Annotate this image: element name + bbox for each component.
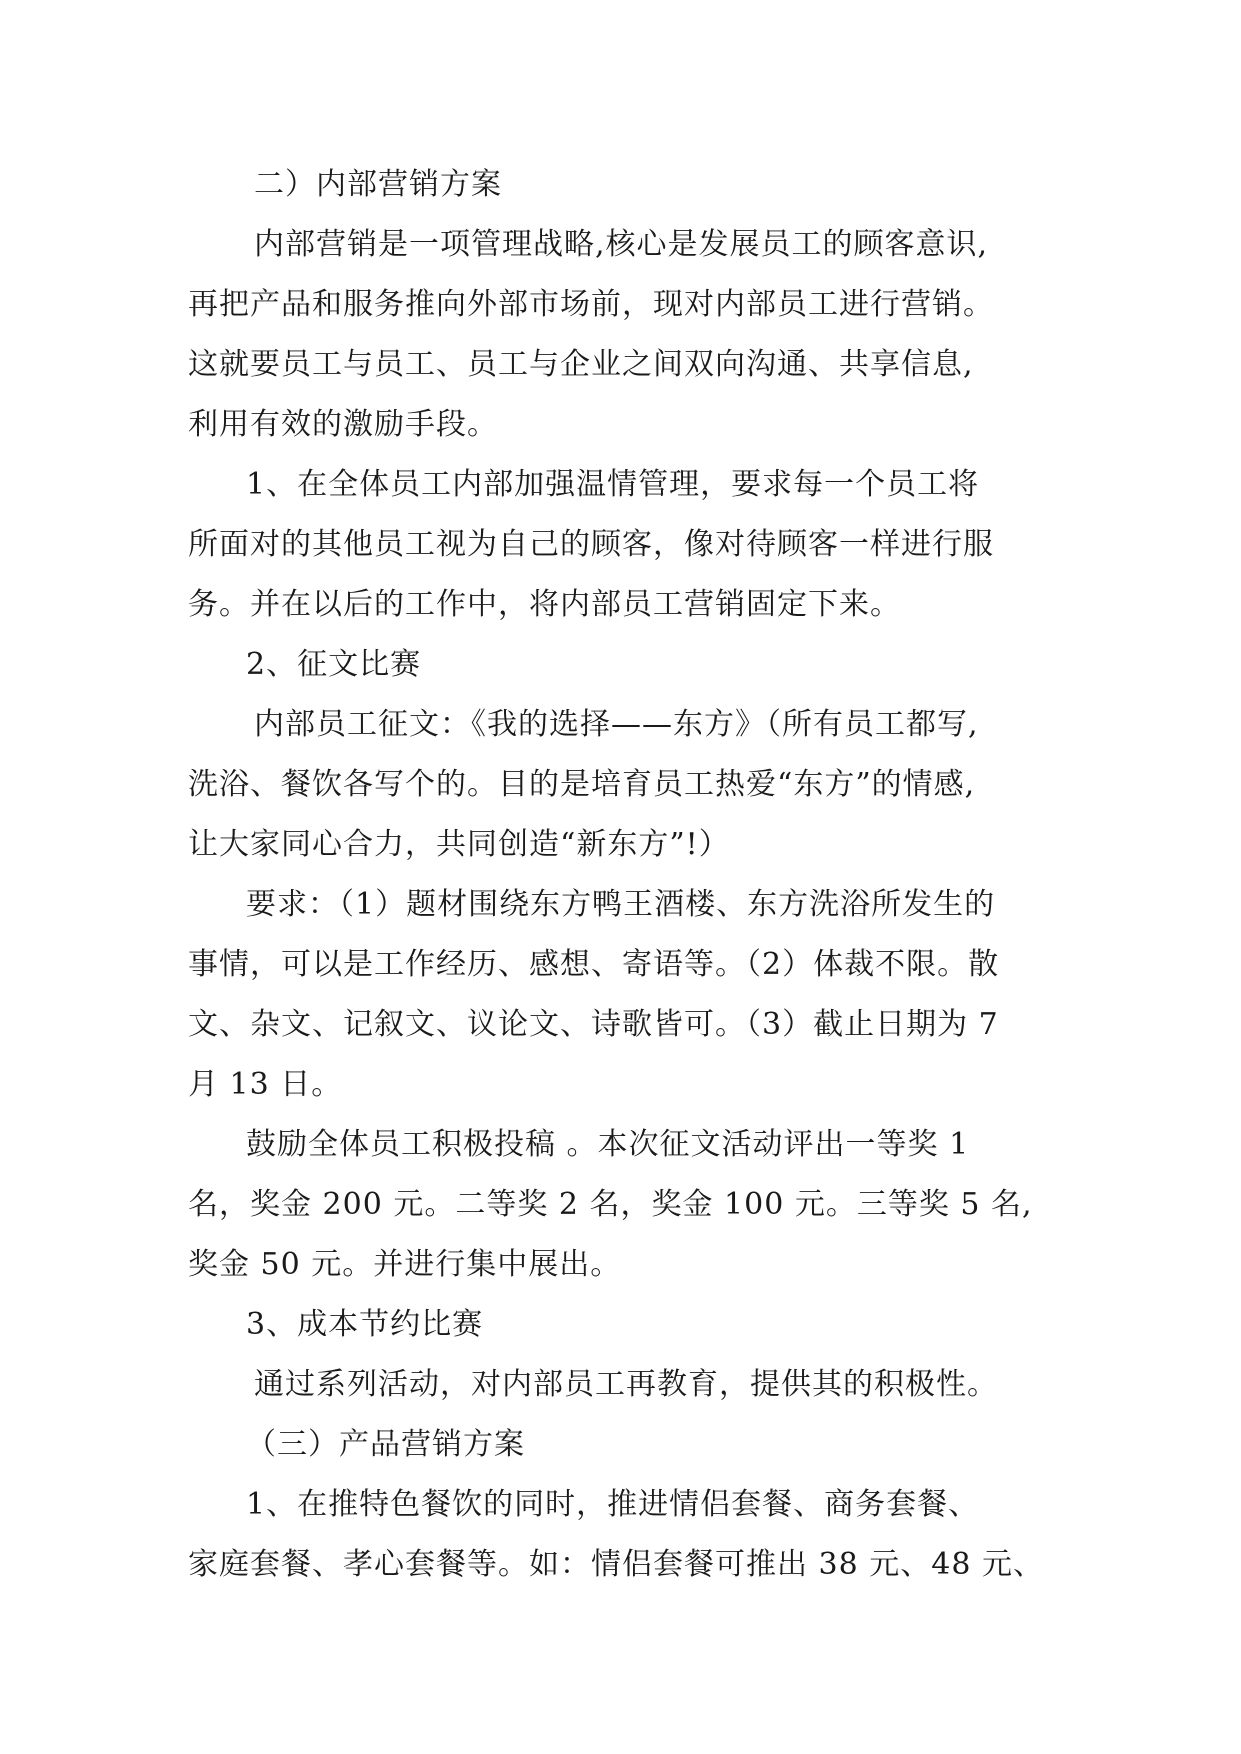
paragraph-line: 文、杂文、记叙文、议论文、诗歌皆可。（3）截止日期为 7 <box>188 1007 999 1042</box>
list-item-1-line: 1、在全体员工内部加强温情管理，要求每一个员工将 <box>246 467 980 502</box>
paragraph-line: 名，奖金 200 元。二等奖 2 名，奖金 100 元。三等奖 5 名, <box>188 1187 1033 1222</box>
section-heading-internal-marketing: 二）内部营销方案 <box>254 167 502 202</box>
paragraph-line: 奖金 50 元。并进行集中展出。 <box>188 1247 622 1282</box>
paragraph-line: 洗浴、餐饮各写个的。目的是培育员工热爱“东方”的情感, <box>188 767 976 802</box>
paragraph-line: 内部员工征文：《我的选择——东方》（所有员工都写, <box>254 707 979 742</box>
list-item-1-line: 1、在推特色餐饮的同时，推进情侣套餐、商务套餐、 <box>246 1487 980 1522</box>
paragraph-line: 所面对的其他员工视为自己的顾客，像对待顾客一样进行服 <box>188 527 994 562</box>
paragraph-line: 家庭套餐、孝心套餐等。如：情侣套餐可推出 38 元、48 元、 <box>188 1547 1044 1582</box>
paragraph-line: 利用有效的激励手段。 <box>188 407 498 442</box>
awards-line: 鼓励全体员工积极投稿 。本次征文活动评出一等奖 1 <box>246 1127 970 1162</box>
paragraph-line: 这就要员工与员工、员工与企业之间双向沟通、共享信息, <box>188 347 974 382</box>
paragraph-line: 务。并在以后的工作中，将内部员工营销固定下来。 <box>188 587 901 622</box>
section-heading-product-marketing: （三）产品营销方案 <box>246 1427 525 1462</box>
paragraph-line: 再把产品和服务推向外部市场前，现对内部员工进行营销。 <box>188 287 994 322</box>
paragraph-line: 让大家同心合力，共同创造“新东方”!） <box>188 827 730 862</box>
list-item-3-heading: 3、成本节约比赛 <box>246 1307 484 1342</box>
requirements-line: 要求：（1）题材围绕东方鸭王酒楼、东方洗浴所发生的 <box>246 887 996 922</box>
document-body <box>188 155 1068 1595</box>
paragraph-line: 月 13 日。 <box>188 1067 343 1102</box>
paragraph-line: 内部营销是一项管理战略,核心是发展员工的顾客意识, <box>254 227 989 262</box>
paragraph-line: 通过系列活动，对内部员工再教育，提供其的积极性。 <box>254 1367 998 1402</box>
paragraph-line: 事情，可以是工作经历、感想、寄语等。（2）体裁不限。散 <box>188 947 1000 982</box>
list-item-2-heading: 2、征文比赛 <box>246 647 422 682</box>
